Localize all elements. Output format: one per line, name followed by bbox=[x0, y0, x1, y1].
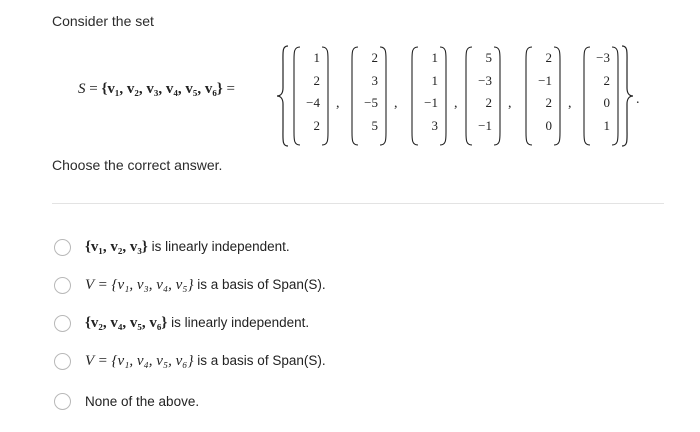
vector-set bbox=[276, 44, 642, 148]
option-2-math: V = {v₁, v₃, v₄, v₅} bbox=[85, 276, 194, 293]
separator-comma: , bbox=[454, 96, 458, 111]
divider bbox=[52, 203, 664, 204]
radio-button[interactable] bbox=[54, 277, 71, 294]
vector-entry: 1 bbox=[603, 118, 610, 133]
vector-entry: −1 bbox=[538, 73, 552, 88]
vector-v3 bbox=[410, 44, 448, 148]
vector-entry: −4 bbox=[306, 95, 320, 110]
vector-entry: −5 bbox=[364, 95, 378, 110]
vector-v1 bbox=[292, 44, 330, 148]
radio-button[interactable] bbox=[54, 393, 71, 410]
set-members: {v₁, v₂, v₃, v₄, v₅, v₆} bbox=[101, 81, 223, 97]
separator-comma: , bbox=[508, 96, 512, 111]
option-4-math: V = {v₁, v₄, v₅, v₆} bbox=[85, 352, 194, 369]
set-name: S bbox=[78, 81, 86, 97]
radio-button[interactable] bbox=[54, 353, 71, 370]
vector-entry: 2 bbox=[485, 95, 492, 110]
option-2[interactable] bbox=[54, 274, 326, 296]
separator-comma: , bbox=[336, 96, 340, 111]
vector-entry: −1 bbox=[424, 95, 438, 110]
vector-entry: 1 bbox=[431, 50, 438, 65]
vector-entry: 5 bbox=[371, 118, 378, 133]
matrix-brackets bbox=[524, 44, 562, 148]
question-prompt: Consider the set bbox=[52, 13, 154, 29]
vector-entry: 0 bbox=[545, 118, 552, 133]
period: . bbox=[636, 92, 640, 107]
vector-v5 bbox=[524, 44, 562, 148]
option-3-math: {v₂, v₄, v₅, v₆} bbox=[85, 314, 168, 331]
option-4-text: is a basis of Span(S). bbox=[197, 352, 326, 368]
vector-entry: −3 bbox=[478, 73, 492, 88]
vector-entry: 2 bbox=[313, 118, 320, 133]
radio-button[interactable] bbox=[54, 239, 71, 256]
vector-entry: 3 bbox=[431, 118, 438, 133]
vector-entry: 1 bbox=[313, 50, 320, 65]
vector-entry: 2 bbox=[545, 50, 552, 65]
option-1[interactable] bbox=[54, 236, 290, 258]
vector-v6 bbox=[582, 44, 620, 148]
vector-entry: 5 bbox=[485, 50, 492, 65]
option-5[interactable] bbox=[54, 390, 199, 412]
vector-entry: 2 bbox=[545, 95, 552, 110]
option-5-text: None of the above. bbox=[85, 393, 200, 409]
vector-entry: −1 bbox=[478, 118, 492, 133]
option-3[interactable] bbox=[54, 312, 309, 334]
set-equation-label: S = {v₁, v₂, v₃, v₄, v₅, v₆} = bbox=[78, 81, 235, 97]
vector-entry: 2 bbox=[313, 73, 320, 88]
radio-button[interactable] bbox=[54, 315, 71, 332]
option-2-text: is a basis of Span(S). bbox=[197, 276, 326, 292]
separator-comma: , bbox=[394, 96, 398, 111]
vector-entry: 2 bbox=[603, 73, 610, 88]
option-3-text: is linearly independent. bbox=[171, 314, 310, 330]
separator-comma: , bbox=[568, 96, 572, 111]
vector-entry: 2 bbox=[371, 50, 378, 65]
outer-left-brace bbox=[276, 44, 290, 148]
vector-entry: 1 bbox=[431, 73, 438, 88]
vector-entry: −3 bbox=[596, 50, 610, 65]
option-4[interactable] bbox=[54, 350, 326, 372]
option-1-text: is linearly independent. bbox=[151, 238, 290, 254]
outer-right-brace bbox=[620, 44, 634, 148]
vector-v2 bbox=[350, 44, 388, 148]
option-1-math: {v₁, v₂, v₃} bbox=[85, 238, 148, 255]
instruction-text: Choose the correct answer. bbox=[52, 157, 223, 173]
vector-entry: 3 bbox=[371, 73, 378, 88]
vector-entry: 0 bbox=[603, 95, 610, 110]
vector-v4 bbox=[464, 44, 502, 148]
